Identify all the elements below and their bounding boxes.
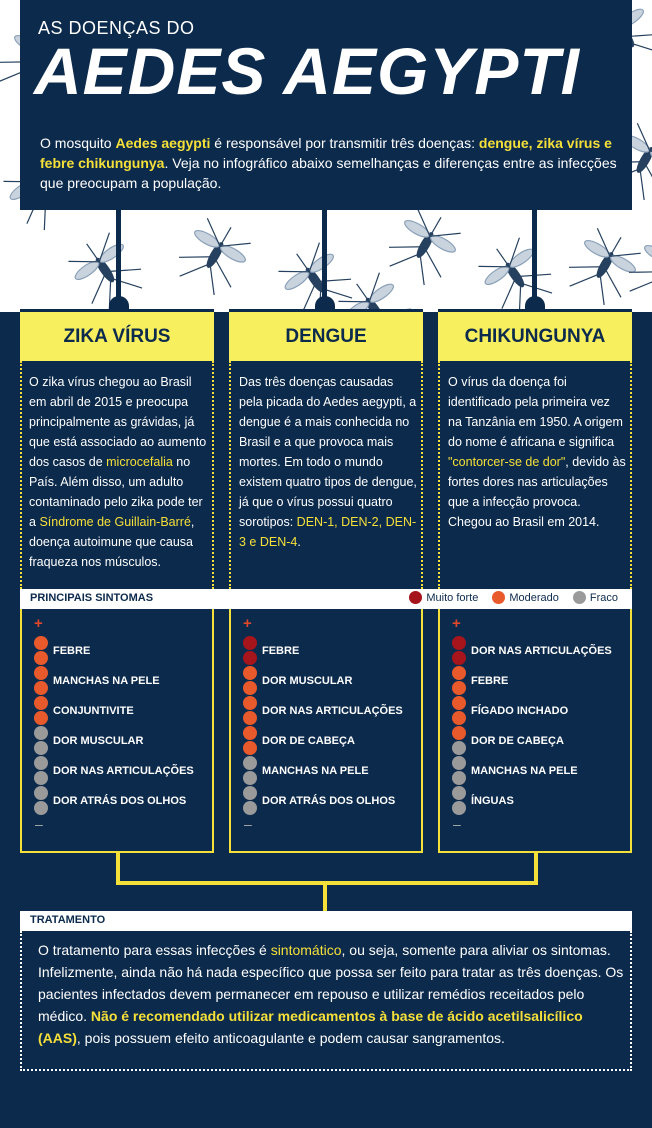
connector-line [116,881,538,885]
moderate-dot-icon [243,741,257,755]
weak-dot-icon [34,786,48,800]
page-title: AEDES AEGYPTI [34,34,580,108]
highlight-guillain-barre: Síndrome de Guillain-Barré [39,515,191,529]
strong-dot-icon [243,651,257,665]
symptom-label: FEBRE [53,645,91,657]
symptoms-title: PRINCIPAIS SINTOMAS [30,592,154,604]
symptoms-box-dengue [229,609,423,853]
symptom-label: DOR DE CABEÇA [262,735,355,747]
weak-dot-icon [34,741,48,755]
symptom-label: FEBRE [262,645,300,657]
intensity-dots-zika [34,636,48,816]
mosquito-icon [330,270,420,312]
mosquito-icon [470,235,560,312]
symptom-label: DOR NAS ARTICULAÇÕES [53,765,194,777]
strong-dot-icon [452,636,466,650]
treatment-box [20,931,632,1071]
stem-zika [116,210,121,310]
moderate-dot-icon [452,666,466,680]
highlight-name-meaning: "contorcer-se de dor" [448,455,566,469]
moderate-dot-icon [452,681,466,695]
moderate-dot-icon [492,591,505,604]
symptom-label: CONJUNTIVITE [53,705,134,717]
weak-dot-icon [243,801,257,815]
weak-dot-icon [34,756,48,770]
treatment-header [20,911,632,931]
symptom-label: MANCHAS NA PELE [262,765,369,777]
weak-dot-icon [34,726,48,740]
highlight-sorotipos: DEN-1, DEN-2, DEN-3 e DEN-4 [239,515,417,549]
minus-marker: – [453,816,461,832]
moderate-dot-icon [34,636,48,650]
weak-dot-icon [452,741,466,755]
symptom-label: DOR NAS ARTICULAÇÕES [262,705,403,717]
strong-dot-icon [409,591,422,604]
weak-dot-icon [452,801,466,815]
stem-dengue [322,210,327,310]
legend-item-weak: Fraco [573,591,618,604]
divider [229,361,231,589]
divider [421,361,423,589]
kicker-text: AS DOENÇAS DO [38,18,195,38]
moderate-dot-icon [452,726,466,740]
moderate-dot-icon [34,681,48,695]
moderate-dot-icon [243,726,257,740]
stem-knob-zika [109,296,129,310]
column-text-chikungunya: O vírus da doença foi identificado pela primeira vez na Tanzânia em 1950. A origem do nome é africana e significa "contorcer-se de dor", devido às fortes dores nas articulações que a infecção provoca. Chegou ao Brasil em 2014. [448,375,626,529]
moderate-dot-icon [34,696,48,710]
moderate-dot-icon [34,651,48,665]
moderate-dot-icon [243,711,257,725]
plus-marker: + [452,615,461,632]
mosquito-icon [60,230,150,310]
weak-dot-icon [34,771,48,785]
weak-dot-icon [243,771,257,785]
plus-marker: + [34,615,43,632]
stem-knob-dengue [315,296,335,310]
mosquito-icon [170,215,260,295]
intensity-dots-dengue [243,636,257,816]
symptom-label: DOR MUSCULAR [262,675,353,687]
divider [438,361,440,589]
moderate-dot-icon [34,711,48,725]
weak-dot-icon [452,786,466,800]
column-header-dengue: DENGUE [229,309,423,361]
intro-box [20,117,632,210]
stem-knob-chikungunya [525,296,545,310]
moderate-dot-icon [243,681,257,695]
strong-dot-icon [452,651,466,665]
intro-text: O mosquito Aedes aegypti é responsável por transmitir três doenças: dengue, zika vírus e febre chikungunya. Veja no infográfico abaixo semelhanças e diferenças entre as infecções que preocupam a população. [40,135,617,191]
column-header-zika: ZIKA VÍRUS [20,309,214,361]
mosquito-name: Aedes aegypti [115,135,211,151]
symptom-label: DOR MUSCULAR [53,735,144,747]
moderate-dot-icon [452,696,466,710]
minus-marker: – [244,816,252,832]
disease-list: dengue, zika vírus e febre chikungunya [40,135,612,171]
legend [409,591,618,604]
symptoms-box-zika [20,609,214,853]
legend-item-moderate: Moderado [492,591,559,604]
title-box [20,0,632,117]
weak-dot-icon [243,756,257,770]
column-text-zika: O zika vírus chegou ao Brasil em abril de 2015 e preocupa principalmente as grávidas, já que está associado ao aumento dos casos de microcefalia no País. Além disso, um adulto contaminado pelo zika pode ter a Síndrome de Guillain-Barré, doença autoimune que causa fraqueza nos músculos. [29,375,207,569]
treatment-text: O tratamento para essas infecções é sintomático, ou seja, somente para aliviar os sintomas. Infelizmente, ainda não há nada específico que possa ser feito para tratar as três doenças. Os pacientes infectados devem permanecer em repouso e utilizar remédios receitados pelo médico. Não é recomendado utilizar medicamentos à base de ácido acetilsalicílico (AAS), pois possuem efeito anticoagulante e podem causar sangramentos. [38,942,624,1046]
connector-line [323,881,327,911]
weak-dot-icon [452,756,466,770]
weak-dot-icon [452,771,466,785]
symptom-label: DOR ATRÁS DOS OLHOS [262,795,396,807]
moderate-dot-icon [243,696,257,710]
symptom-label: MANCHAS NA PELE [53,675,160,687]
stem-chikungunya [532,210,537,310]
plus-marker: + [243,615,252,632]
moderate-dot-icon [452,711,466,725]
divider [212,361,214,589]
divider [20,361,22,589]
symptoms-header [20,589,632,609]
weak-dot-icon [243,786,257,800]
highlight-aas-warning: Não é recomendado utilizar medicamentos à base de ácido acetilsalicílico (AAS) [38,1008,583,1046]
divider [630,361,632,589]
moderate-dot-icon [243,666,257,680]
legend-item-strong: Muito forte [409,591,478,604]
highlight-microcefalia: microcefalia [106,455,173,469]
minus-marker: – [35,816,43,832]
symptom-label: FÍGADO INCHADO [471,705,569,717]
symptom-label: DOR DE CABEÇA [471,735,564,747]
intensity-dots-chikungunya [452,636,466,816]
symptom-label: FEBRE [471,675,509,687]
column-text-dengue: Das três doenças causadas pela picada do Aedes aegypti, a dengue é a mais conhecida no Brasil e a que provoca mais mortes. Em todo o mundo existem quatro tipos de dengue, já que o vírus possui quatro sorotipos: DEN-1, DEN-2, DEN-3 e DEN-4. [239,375,417,549]
column-header-chikungunya: CHIKUNGUNYA [438,309,632,361]
moderate-dot-icon [34,666,48,680]
strong-dot-icon [243,636,257,650]
treatment-title: TRATAMENTO [30,914,106,926]
symptom-label: ÍNGUAS [471,795,514,807]
highlight-sintomatico: sintomático [270,942,342,958]
weak-dot-icon [573,591,586,604]
symptom-label: DOR ATRÁS DOS OLHOS [53,795,187,807]
symptom-label: DOR NAS ARTICULAÇÕES [471,645,612,657]
weak-dot-icon [34,801,48,815]
symptom-label: MANCHAS NA PELE [471,765,578,777]
mosquito-icon [620,230,652,310]
